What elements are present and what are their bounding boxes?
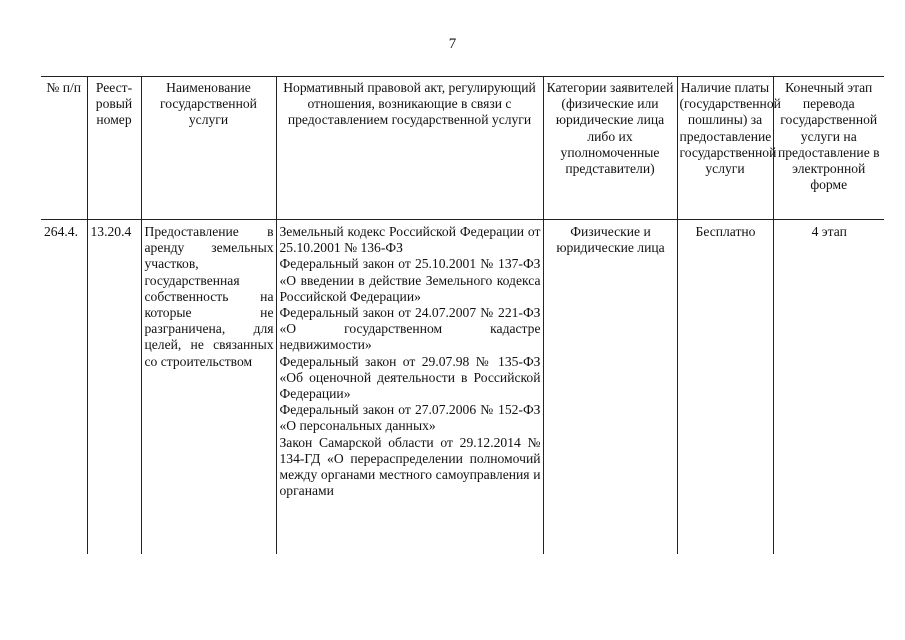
row-applicant-categories: Физические и юридические лица <box>543 220 677 555</box>
header-legal-act: Нормативный правовой акт, регулирующий отношения, возникающие в связи с предоставлением государственной услуги <box>276 77 543 220</box>
page-number: 7 <box>448 36 457 52</box>
legal-act-item: Земельный кодекс Российской Федерации от 25.10.2001 № 136-ФЗ <box>279 224 541 256</box>
header-number: № п/п <box>41 77 87 220</box>
header-final-stage: Конечный этап перевода государственной услуги на предоставление в электронной форме <box>773 77 884 220</box>
row-legal-acts <box>276 220 543 555</box>
legal-act-item: Федеральный закон от 24.07.2007 № 221-ФЗ «О государственном кадастре недвижимости» <box>279 305 541 353</box>
row-number: 264.4. <box>41 220 87 555</box>
row-service-name: Предоставление в аренду земельных участков, государственная собственность на которые не разграничена, для целей, не связанных со строительством <box>141 220 276 555</box>
row-registry-number: 13.20.4 <box>87 220 141 555</box>
table-header-row <box>41 77 884 220</box>
services-table <box>41 76 884 554</box>
header-service-name: Наименование государственной услуги <box>141 77 276 220</box>
row-fee: Бесплатно <box>677 220 773 555</box>
header-fee: Наличие платы (государственной пошлины) за предоставление государственной услуги <box>677 77 773 220</box>
row-final-stage: 4 этап <box>773 220 884 555</box>
legal-act-item: Закон Самарской области от 29.12.2014 № 134-ГД «О перераспределении полномочий между органами местного самоуправления и органами <box>279 434 541 499</box>
legal-act-item: Федеральный закон от 25.10.2001 № 137-ФЗ «О введении в действие Земельного кодекса Российской Федерации» <box>279 256 541 304</box>
header-applicant-categories: Категории заявителей (физические или юридические лица либо их уполномоченные представители) <box>543 77 677 220</box>
legal-act-item: Федеральный закон от 27.07.2006 № 152-ФЗ «О персональных данных» <box>279 402 541 434</box>
legal-act-item: Федеральный закон от 29.07.98 № 135-ФЗ «Об оценочной деятельности в Российской Федерации» <box>279 353 541 402</box>
header-registry-number: Реест-ровый номер <box>87 77 141 220</box>
table-row <box>41 220 884 555</box>
